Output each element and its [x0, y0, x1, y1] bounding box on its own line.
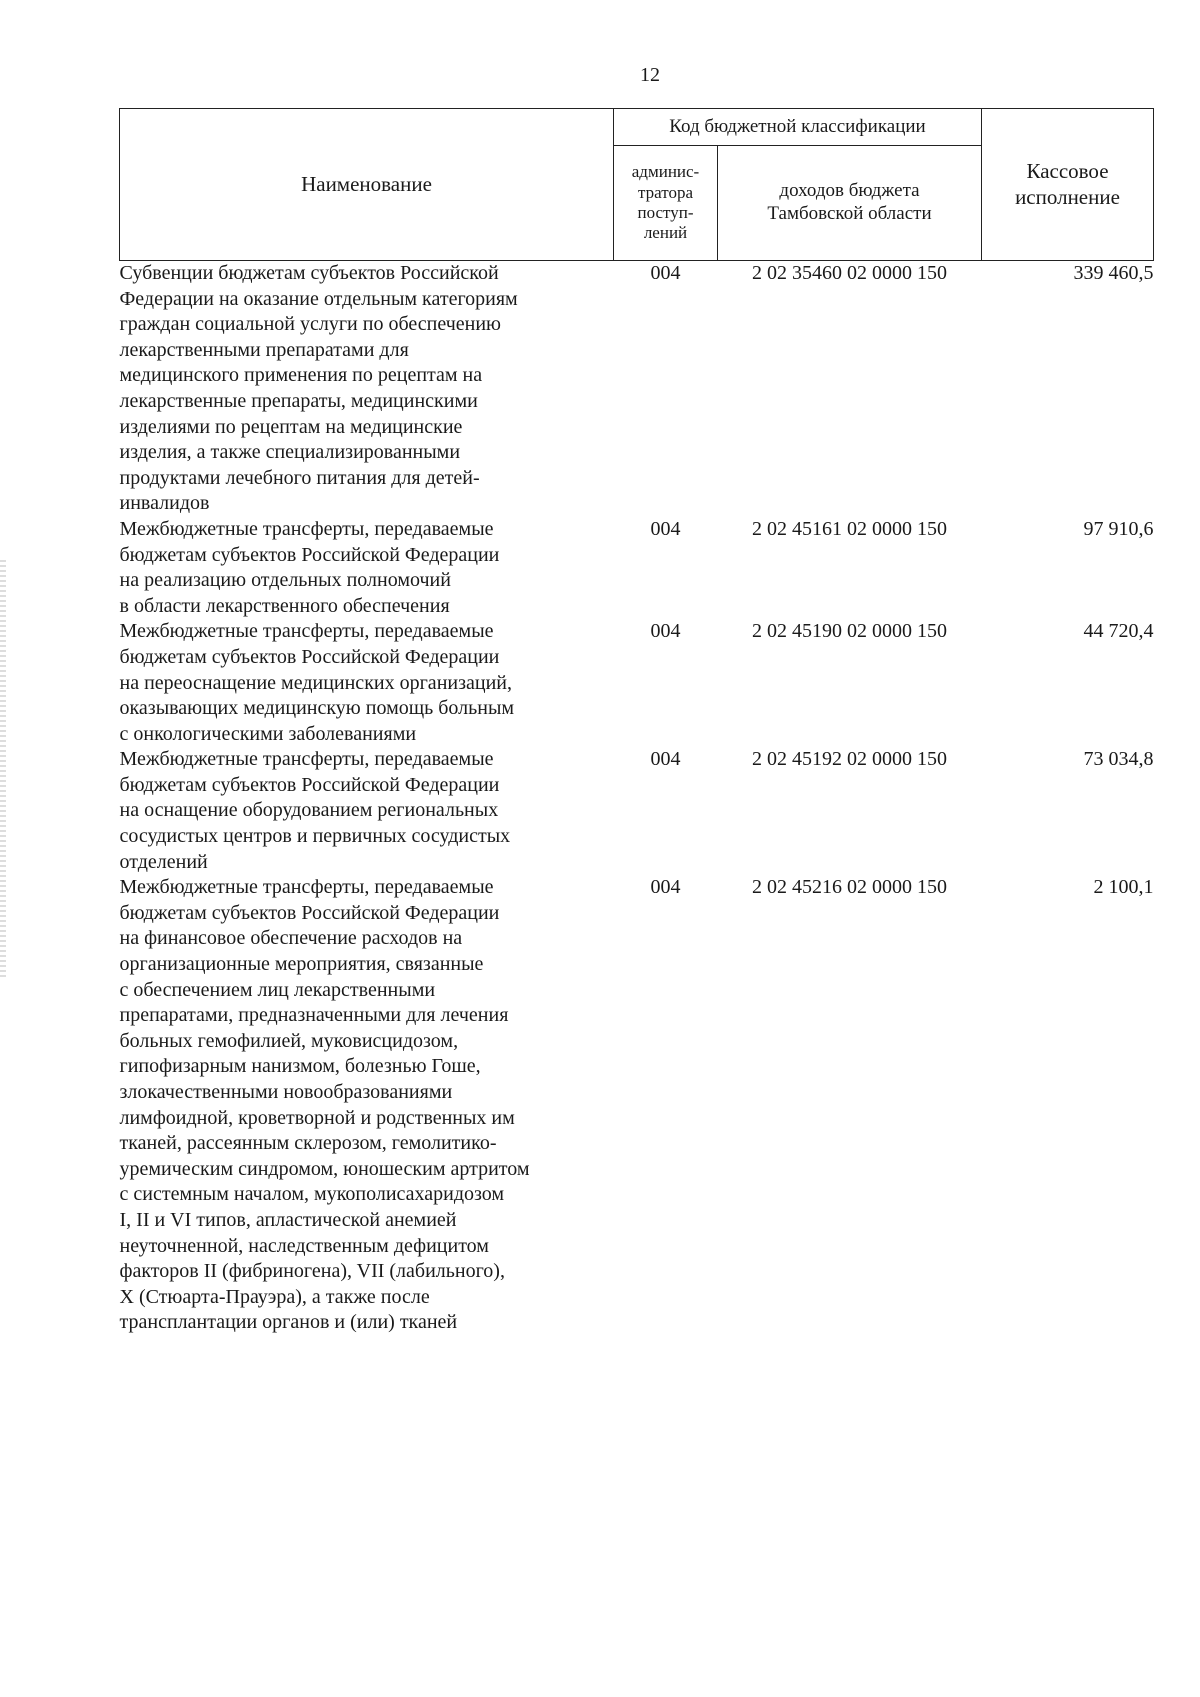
row-name-line: уремическим синдромом, юношеским артритом: [119, 1157, 530, 1180]
row-name-line: с системным началом, мукополисахаридозом: [119, 1183, 505, 1206]
row-name-line: с обеспечением лиц лекарственными: [119, 978, 436, 1001]
row-name: [120, 875, 614, 1336]
table-row: [120, 619, 1154, 747]
row-name-line: Межбюджетные трансферты, передаваемые: [119, 620, 494, 643]
row-name-line: неуточненной, наследственным дефицитом: [119, 1234, 489, 1257]
table-row: [120, 517, 1154, 619]
row-name-line: на оснащение оборудованием региональных: [119, 799, 499, 822]
row-name-line: Федерации на оказание отдельным категориям: [119, 287, 518, 310]
row-name-line: отделений: [119, 850, 208, 873]
row-name-line: препаратами, предназначенными для лечения: [119, 1004, 509, 1027]
row-name-line: бюджетам субъектов Российской Федерации: [119, 901, 500, 924]
table-body: [120, 261, 1154, 1336]
row-name-line: I, II и VI типов, апластической анемией: [119, 1208, 457, 1231]
row-name-line: факторов II (фибриногена), VII (лабильного),: [119, 1260, 505, 1283]
row-name-line: тканей, рассеянным склерозом, гемолитико-: [119, 1132, 497, 1155]
scan-edge-artifact: [0, 560, 6, 980]
row-name: [120, 619, 614, 747]
row-name-line: лекарственные препараты, медицинскими: [119, 389, 478, 412]
header-admin-line: тратора: [638, 182, 693, 202]
row-name-line: граждан социальной услуги по обеспечению: [119, 313, 501, 336]
row-name-line: на переоснащение медицинских организаций,: [119, 671, 512, 694]
header-name: Наименование: [120, 109, 614, 261]
header-cash-line: Кассовое: [1026, 159, 1109, 184]
row-admin-code: 004: [650, 620, 681, 643]
row-name-line: Субвенции бюджетам субъектов Российской: [119, 262, 499, 284]
row-income-code: 2 02 45216 02 0000 150: [752, 876, 947, 899]
page-number: 12: [640, 64, 660, 86]
row-name-line: Межбюджетные трансферты, передаваемые: [119, 748, 494, 771]
row-name-line: бюджетам субъектов Российской Федерации: [119, 543, 500, 566]
row-admin-code: 004: [650, 748, 681, 771]
row-name-line: организационные мероприятия, связанные: [119, 953, 484, 976]
header-income-line: Тамбовской области: [767, 203, 932, 224]
row-name-line: изделиями по рецептам на медицинские: [119, 415, 463, 438]
row-name-line: на реализацию отдельных полномочий: [119, 569, 451, 592]
row-name: [120, 747, 614, 875]
table-row: [120, 747, 1154, 875]
budget-table: [119, 108, 1154, 1336]
row-income-code: 2 02 45192 02 0000 150: [752, 748, 947, 771]
table-header: [120, 109, 1154, 261]
row-amount: 339 460,5: [1073, 262, 1154, 284]
header-cash-line: исполнение: [1015, 184, 1120, 209]
row-name-line: бюджетам субъектов Российской Федерации: [119, 773, 500, 796]
row-name: [120, 261, 614, 517]
header-admin-line: админис-: [631, 162, 700, 182]
row-name-line: трансплантации органов и (или) тканей: [119, 1311, 458, 1334]
header-administrator: [614, 146, 718, 261]
row-name-line: на финансовое обеспечение расходов на: [119, 927, 463, 950]
row-amount: 73 034,8: [1083, 748, 1154, 771]
row-name-line: инвалидов: [119, 492, 210, 515]
header-income-line: доходов бюджета: [779, 180, 920, 202]
row-amount: 97 910,6: [1083, 517, 1154, 540]
row-name-line: больных гемофилией, муковисцидозом,: [119, 1029, 459, 1052]
row-name-line: в области лекарственного обеспечения: [119, 594, 450, 617]
row-name-line: медицинского применения по рецептам на: [119, 364, 483, 387]
row-name-line: оказывающих медицинскую помощь больным: [119, 697, 515, 720]
row-name-line: X (Стюарта-Прауэра), а также после: [119, 1285, 430, 1308]
row-amount: 44 720,4: [1083, 620, 1154, 643]
row-name-line: злокачественными новообразованиями: [119, 1081, 453, 1103]
row-name-line: гипофизарным нанизмом, болезнью Гоше,: [119, 1055, 481, 1078]
header-admin-line: поступ-: [637, 203, 694, 222]
row-income-code: 2 02 45161 02 0000 150: [752, 517, 947, 540]
header-admin-line: лений: [643, 223, 688, 243]
row-name-line: Межбюджетные трансферты, передаваемые: [119, 876, 494, 899]
row-name: [120, 517, 614, 619]
table-row: [120, 875, 1154, 1336]
row-name-line: Межбюджетные трансферты, передаваемые: [119, 517, 494, 540]
row-name-line: лекарственными препаратами для: [119, 338, 409, 361]
row-name-line: изделия, а также специализированными: [119, 441, 461, 464]
row-admin-code: 004: [650, 876, 681, 899]
header-income: [718, 146, 982, 261]
row-name-line: сосудистых центров и первичных сосудистых: [119, 825, 511, 848]
row-admin-code: 004: [650, 262, 681, 284]
row-name-line: продуктами лечебного питания для детей-: [119, 466, 480, 489]
row-income-code: 2 02 45190 02 0000 150: [752, 620, 947, 643]
header-code-group: Код бюджетной классификации: [614, 109, 982, 146]
row-name-line: бюджетам субъектов Российской Федерации: [119, 645, 500, 668]
row-name-line: с онкологическими заболеваниями: [119, 722, 417, 745]
row-income-code: 2 02 35460 02 0000 150: [752, 262, 947, 284]
row-name-line: лимфоидной, кроветворной и родственных им: [119, 1106, 515, 1129]
row-admin-code: 004: [650, 517, 681, 540]
row-amount: 2 100,1: [1093, 876, 1154, 899]
table-row: [120, 261, 1154, 517]
header-cash-execution: [982, 109, 1154, 261]
